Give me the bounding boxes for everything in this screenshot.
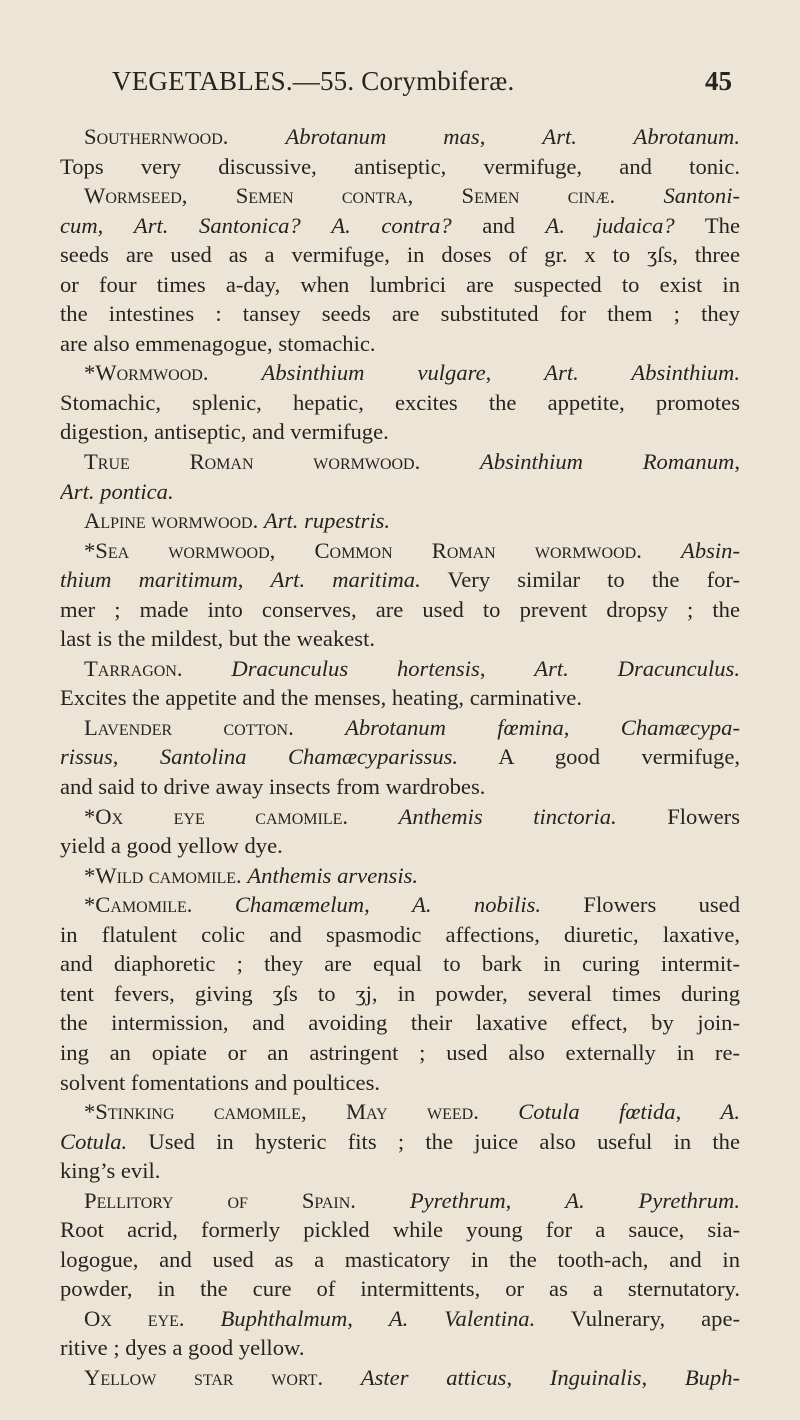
italic-term: Art. pontica. bbox=[60, 478, 174, 504]
text-line bbox=[60, 1186, 740, 1216]
text-line bbox=[60, 211, 740, 241]
text-segment: , bbox=[347, 1305, 389, 1331]
text-segment bbox=[209, 360, 262, 385]
italic-term: Art. Absinthium. bbox=[544, 360, 740, 386]
running-title: VEGETABLES.—55. Corymbiferæ. bbox=[112, 66, 515, 96]
text-segment: , bbox=[97, 212, 134, 238]
italic-term: A. bbox=[720, 1099, 740, 1125]
text-line bbox=[60, 979, 740, 1009]
text-segment: king’s evil. bbox=[60, 1158, 161, 1184]
text-line bbox=[60, 152, 740, 182]
text-segment: the intestines : tansey seeds are substituted for them ; they bbox=[60, 301, 740, 327]
text-segment: seeds are used as a vermifuge, in doses of gr. x to ʒſs, three bbox=[60, 242, 740, 268]
text-line bbox=[60, 742, 740, 772]
italic-term: Buph- bbox=[684, 1364, 740, 1390]
text-line bbox=[60, 1333, 740, 1363]
text-line bbox=[60, 1245, 740, 1275]
italic-term: thium maritimum bbox=[60, 567, 238, 593]
text-segment: , bbox=[563, 714, 621, 740]
entry-heading: *Camomile. bbox=[84, 892, 193, 918]
text-line bbox=[60, 861, 740, 891]
text-segment: mer ; made into conserves, are used to prevent dropsy ; the bbox=[60, 596, 740, 622]
text-segment: , bbox=[641, 1364, 685, 1390]
italic-term: Cotula fœtida bbox=[518, 1099, 676, 1125]
text-segment: in flatulent colic and spasmodic affections, diuretic, laxative, bbox=[60, 921, 740, 947]
italic-term: rissus bbox=[60, 744, 113, 770]
text-line bbox=[60, 654, 740, 684]
text-line bbox=[60, 949, 740, 979]
text-segment: The bbox=[674, 212, 740, 238]
entry-heading: Wormseed, Semen contra, Semen cinæ. bbox=[84, 183, 616, 209]
entry-heading: *Ox eye camomile. bbox=[84, 803, 349, 829]
text-segment: or four times a-day, when lumbrici are suspected to exist in bbox=[60, 271, 740, 297]
entry-heading: Yellow star wort. bbox=[84, 1364, 324, 1390]
text-segment: , bbox=[506, 1364, 550, 1390]
italic-term: Inguinalis bbox=[549, 1364, 642, 1390]
text-segment: Flowers bbox=[616, 803, 740, 829]
text-segment: Very similar to the for- bbox=[420, 567, 740, 593]
text-line bbox=[60, 595, 740, 625]
entry-heading: *Sea wormwood, Common Roman wormwood. bbox=[84, 537, 642, 563]
italic-term: A. Valentina. bbox=[388, 1305, 536, 1331]
italic-term: Pyrethrum bbox=[409, 1187, 506, 1213]
text-segment bbox=[301, 213, 332, 238]
text-segment: Root acrid, formerly pickled while young for a sauce, sia- bbox=[60, 1217, 740, 1243]
entry-heading: Tarragon. bbox=[84, 655, 183, 681]
text-line bbox=[60, 388, 740, 418]
entry-heading: Alpine wormwood. bbox=[84, 508, 259, 534]
text-line bbox=[60, 624, 740, 654]
text-segment: ing an opiate or an astringent ; used also externally in re- bbox=[60, 1039, 740, 1065]
text-segment: , bbox=[485, 360, 545, 386]
entry-heading: True Roman wormwood. bbox=[84, 449, 421, 475]
text-segment: A good vermifuge, bbox=[458, 744, 740, 770]
text-segment bbox=[615, 183, 663, 208]
text-segment: logogue, and used as a masticatory in the tooth-ach, and in bbox=[60, 1246, 740, 1272]
text-segment: powder, in the cure of intermittents, or as a sternutatory. bbox=[60, 1276, 740, 1302]
italic-term: Anthemis arvensis. bbox=[247, 862, 419, 888]
text-segment: yield a good yellow dye. bbox=[60, 833, 283, 859]
italic-term: Art. rupestris. bbox=[263, 508, 391, 534]
page-header bbox=[112, 66, 732, 106]
text-segment: and bbox=[451, 212, 546, 238]
text-segment: , bbox=[364, 892, 413, 918]
text-line bbox=[60, 477, 740, 507]
text-line bbox=[60, 270, 740, 300]
text-segment bbox=[420, 449, 480, 474]
text-line bbox=[60, 1363, 740, 1393]
text-line bbox=[60, 358, 740, 388]
text-line bbox=[60, 713, 740, 743]
text-line bbox=[60, 240, 740, 270]
text-segment bbox=[228, 124, 285, 149]
italic-term: Art. Abrotanum. bbox=[542, 124, 740, 149]
italic-term: Absinthium Romanum bbox=[480, 449, 735, 475]
text-segment: , bbox=[112, 744, 160, 770]
italic-term: Santolina Chamæcyparissus. bbox=[159, 744, 459, 770]
italic-term: Chamæmelum bbox=[234, 892, 365, 918]
text-line bbox=[60, 802, 740, 832]
text-line bbox=[60, 1304, 740, 1334]
italic-term: Dracunculus hortensis bbox=[231, 655, 480, 681]
italic-term: Chamæcypa- bbox=[620, 714, 740, 740]
text-line bbox=[60, 1215, 740, 1245]
italic-term: Anthemis tinctoria. bbox=[398, 803, 617, 829]
text-segment: ritive ; dyes a good yellow. bbox=[60, 1335, 305, 1361]
text-segment: , bbox=[675, 1099, 721, 1125]
text-segment: tent fevers, giving ʒſs to ʒj, in powder, several times during bbox=[60, 980, 740, 1006]
entry-heading: Pellitory of Spain. bbox=[84, 1187, 356, 1213]
italic-term: Cotula. bbox=[60, 1128, 128, 1154]
text-line bbox=[60, 181, 740, 211]
text-segment: , bbox=[505, 1187, 566, 1213]
text-segment bbox=[183, 656, 232, 681]
text-segment bbox=[479, 1099, 518, 1124]
text-segment: digestion, antiseptic, and vermifuge. bbox=[60, 419, 389, 445]
italic-term: Buphthalmum bbox=[220, 1305, 348, 1331]
text-line bbox=[60, 299, 740, 329]
text-segment: and diaphoretic ; they are equal to bark in curing intermit- bbox=[60, 951, 740, 977]
text-line bbox=[60, 1068, 740, 1098]
entry-heading: *Wormwood. bbox=[84, 360, 209, 386]
text-line bbox=[60, 536, 740, 566]
text-segment: , bbox=[479, 124, 543, 149]
text-line bbox=[60, 1156, 740, 1186]
entry-heading: *Stinking camomile, May weed. bbox=[84, 1099, 479, 1125]
text-segment: , bbox=[237, 567, 271, 593]
italic-term: A. nobilis. bbox=[412, 892, 542, 918]
text-segment: , bbox=[479, 655, 535, 681]
text-line bbox=[60, 122, 740, 152]
italic-term: Abrotanum mas bbox=[285, 124, 480, 149]
text-line bbox=[60, 1008, 740, 1038]
italic-term: Absin- bbox=[681, 537, 740, 563]
text-segment bbox=[356, 1188, 410, 1213]
text-line bbox=[60, 329, 740, 359]
text-segment bbox=[185, 1306, 221, 1331]
text-line bbox=[60, 506, 740, 536]
text-line bbox=[60, 772, 740, 802]
text-segment: last is the mildest, but the weakest. bbox=[60, 626, 375, 652]
body-text bbox=[60, 122, 740, 1393]
italic-term: Absinthium vulgare bbox=[261, 360, 486, 386]
text-segment bbox=[294, 715, 345, 740]
text-segment bbox=[348, 804, 399, 829]
text-line bbox=[60, 447, 740, 477]
text-line bbox=[60, 920, 740, 950]
entry-heading: *Wild camomile. bbox=[84, 862, 242, 888]
text-line bbox=[60, 890, 740, 920]
text-segment: Flowers used bbox=[541, 892, 740, 918]
text-segment: Excites the appetite and the menses, heating, carminative. bbox=[60, 685, 582, 711]
text-segment bbox=[192, 892, 234, 917]
italic-term: A. contra? bbox=[331, 212, 452, 238]
text-segment: the intermission, and avoiding their laxative effect, by join- bbox=[60, 1010, 740, 1036]
text-segment bbox=[642, 538, 681, 563]
text-segment: , bbox=[734, 449, 740, 475]
entry-heading: Lavender cotton. bbox=[84, 714, 294, 740]
text-segment: Stomachic, splenic, hepatic, excites the appetite, promotes bbox=[60, 389, 740, 415]
italic-term: Aster atticus bbox=[360, 1364, 507, 1390]
text-line bbox=[60, 831, 740, 861]
text-line bbox=[60, 1097, 740, 1127]
text-segment: Used in hysteric fits ; the juice also useful in the bbox=[127, 1128, 740, 1154]
text-line bbox=[60, 1127, 740, 1157]
italic-term: A. Pyrethrum. bbox=[565, 1187, 740, 1213]
italic-term: Art. maritima. bbox=[270, 567, 421, 593]
text-line bbox=[60, 417, 740, 447]
text-line bbox=[60, 565, 740, 595]
italic-term: Art. Dracunculus. bbox=[534, 655, 740, 681]
text-segment: are also emmenagogue, stomachic. bbox=[60, 330, 376, 356]
text-line bbox=[60, 683, 740, 713]
text-segment: solvent fomentations and poultices. bbox=[60, 1069, 381, 1095]
text-segment: Vulnerary, ape- bbox=[535, 1305, 740, 1331]
text-segment bbox=[323, 1365, 361, 1390]
page-number: 45 bbox=[705, 66, 732, 96]
italic-term: A. judaica? bbox=[545, 212, 675, 238]
italic-term: Abrotanum fœmina bbox=[345, 714, 564, 740]
text-segment: and said to drive away insects from wardrobes. bbox=[60, 774, 486, 800]
italic-term: Santoni- bbox=[663, 183, 740, 209]
italic-term: cum bbox=[60, 212, 98, 238]
entry-heading: Ox eye. bbox=[84, 1305, 185, 1331]
text-segment: Tops very discussive, antiseptic, vermifuge, and tonic. bbox=[60, 153, 740, 179]
italic-term: Art. Santonica? bbox=[133, 212, 301, 238]
text-line bbox=[60, 1038, 740, 1068]
entry-heading: Southernwood. bbox=[84, 124, 229, 149]
text-line bbox=[60, 1274, 740, 1304]
